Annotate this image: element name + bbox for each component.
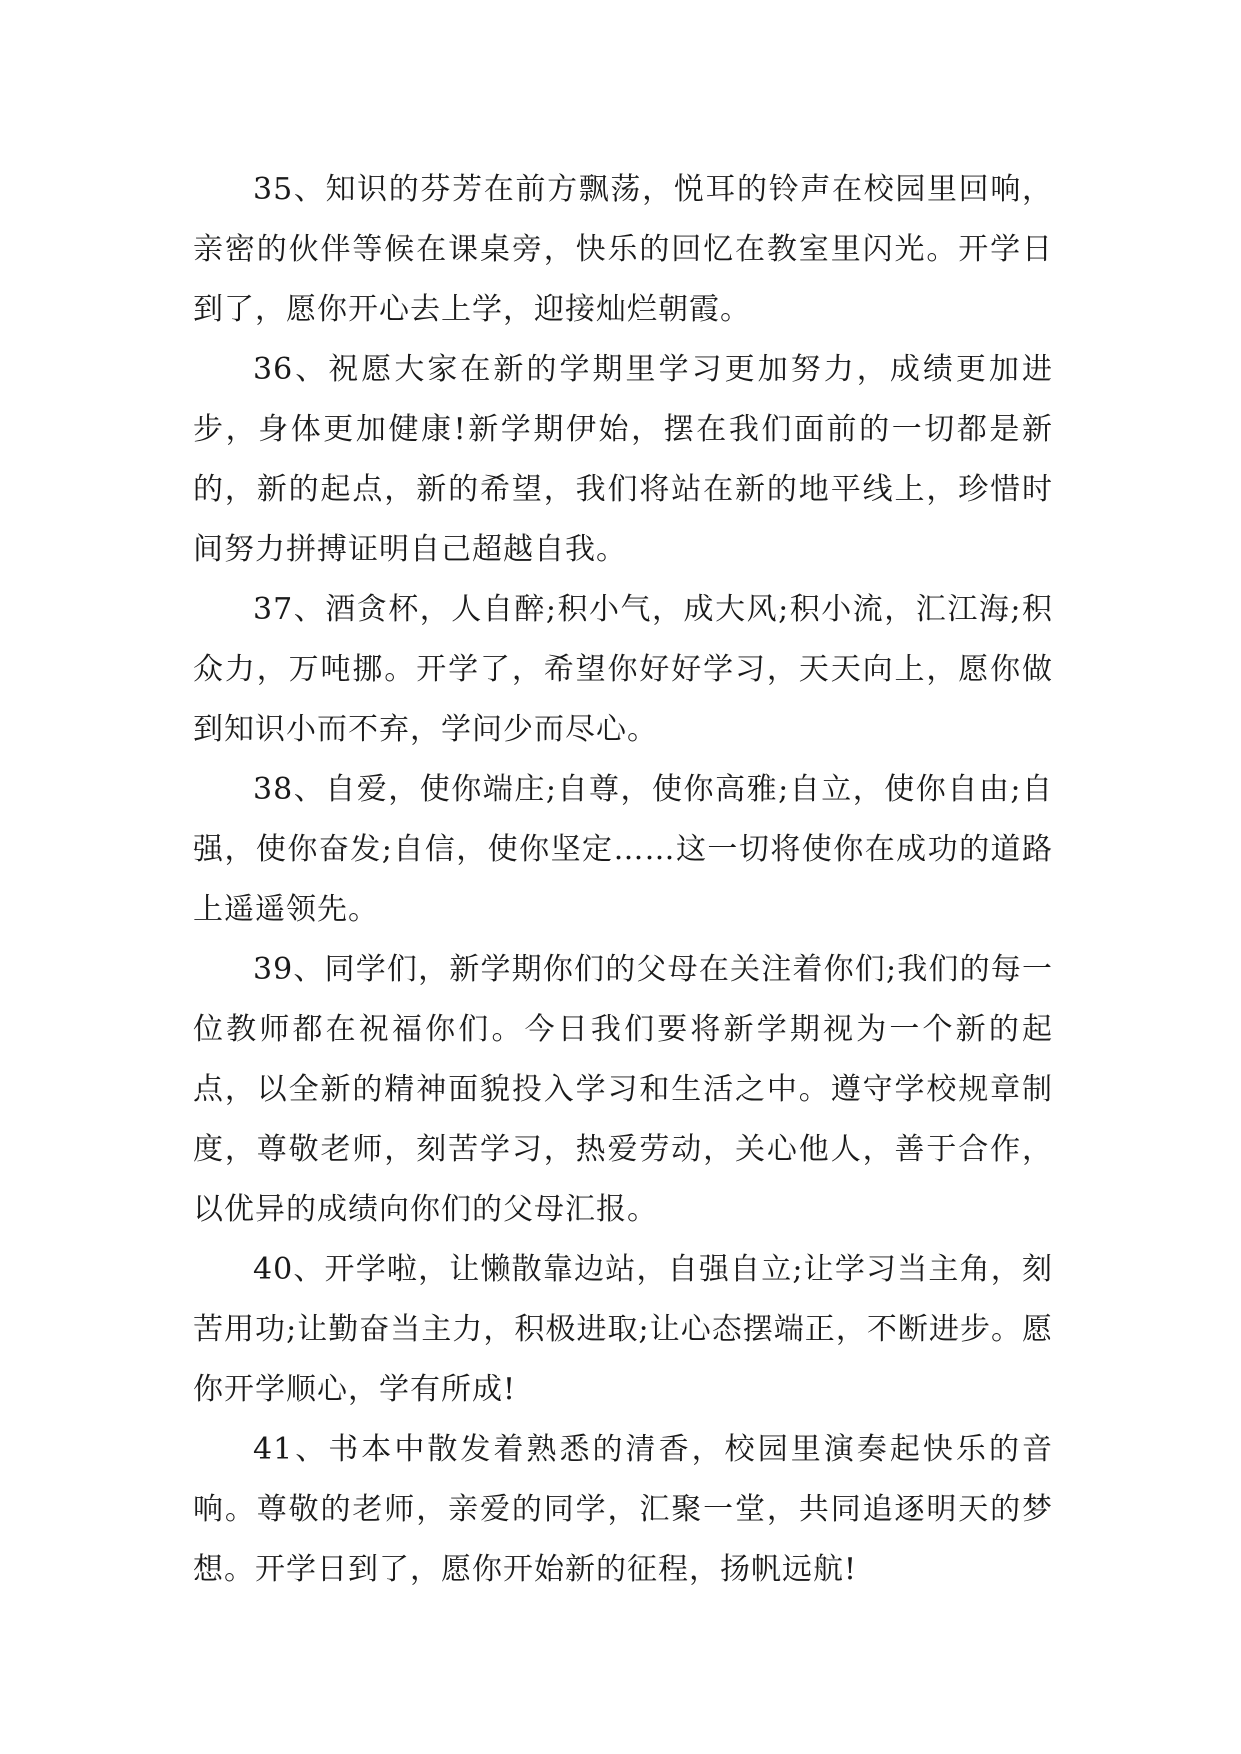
paragraph-38: 38、自爱，使你端庄;自尊，使你高雅;自立，使你自由;自强，使你奋发;自信，使你坚定……这一切将使你在成功的道路上遥遥领先。 bbox=[193, 772, 1053, 927]
document-body bbox=[193, 160, 1053, 1600]
paragraph-37: 37、酒贪杯，人自醉;积小气，成大风;积小流，汇江海;积众力，万吨挪。开学了，希望你好好学习，天天向上，愿你做到知识小而不弃，学问少而尽心。 bbox=[193, 592, 1053, 747]
paragraph-41: 41、书本中散发着熟悉的清香，校园里演奏起快乐的音响。尊敬的老师，亲爱的同学，汇聚一堂，共同追逐明天的梦想。开学日到了，愿你开始新的征程，扬帆远航! bbox=[193, 1432, 1053, 1587]
paragraph-36: 36、祝愿大家在新的学期里学习更加努力，成绩更加进步，身体更加健康!新学期伊始，摆在我们面前的一切都是新的，新的起点，新的希望，我们将站在新的地平线上，珍惜时间努力拼搏证明自己超越自我。 bbox=[193, 352, 1053, 567]
paragraph-35: 35、知识的芬芳在前方飘荡，悦耳的铃声在校园里回响，亲密的伙伴等候在课桌旁，快乐的回忆在教室里闪光。开学日到了，愿你开心去上学，迎接灿烂朝霞。 bbox=[193, 172, 1053, 327]
paragraph-39: 39、同学们，新学期你们的父母在关注着你们;我们的每一位教师都在祝福你们。今日我们要将新学期视为一个新的起点，以全新的精神面貌投入学习和生活之中。遵守学校规章制度，尊敬老师，刻苦学习，热爱劳动，关心他人，善于合作，以优异的成绩向你们的父母汇报。 bbox=[193, 952, 1053, 1227]
paragraph-40: 40、开学啦，让懒散靠边站，自强自立;让学习当主角，刻苦用功;让勤奋当主力，积极进取;让心态摆端正，不断进步。愿你开学顺心，学有所成! bbox=[193, 1252, 1053, 1407]
